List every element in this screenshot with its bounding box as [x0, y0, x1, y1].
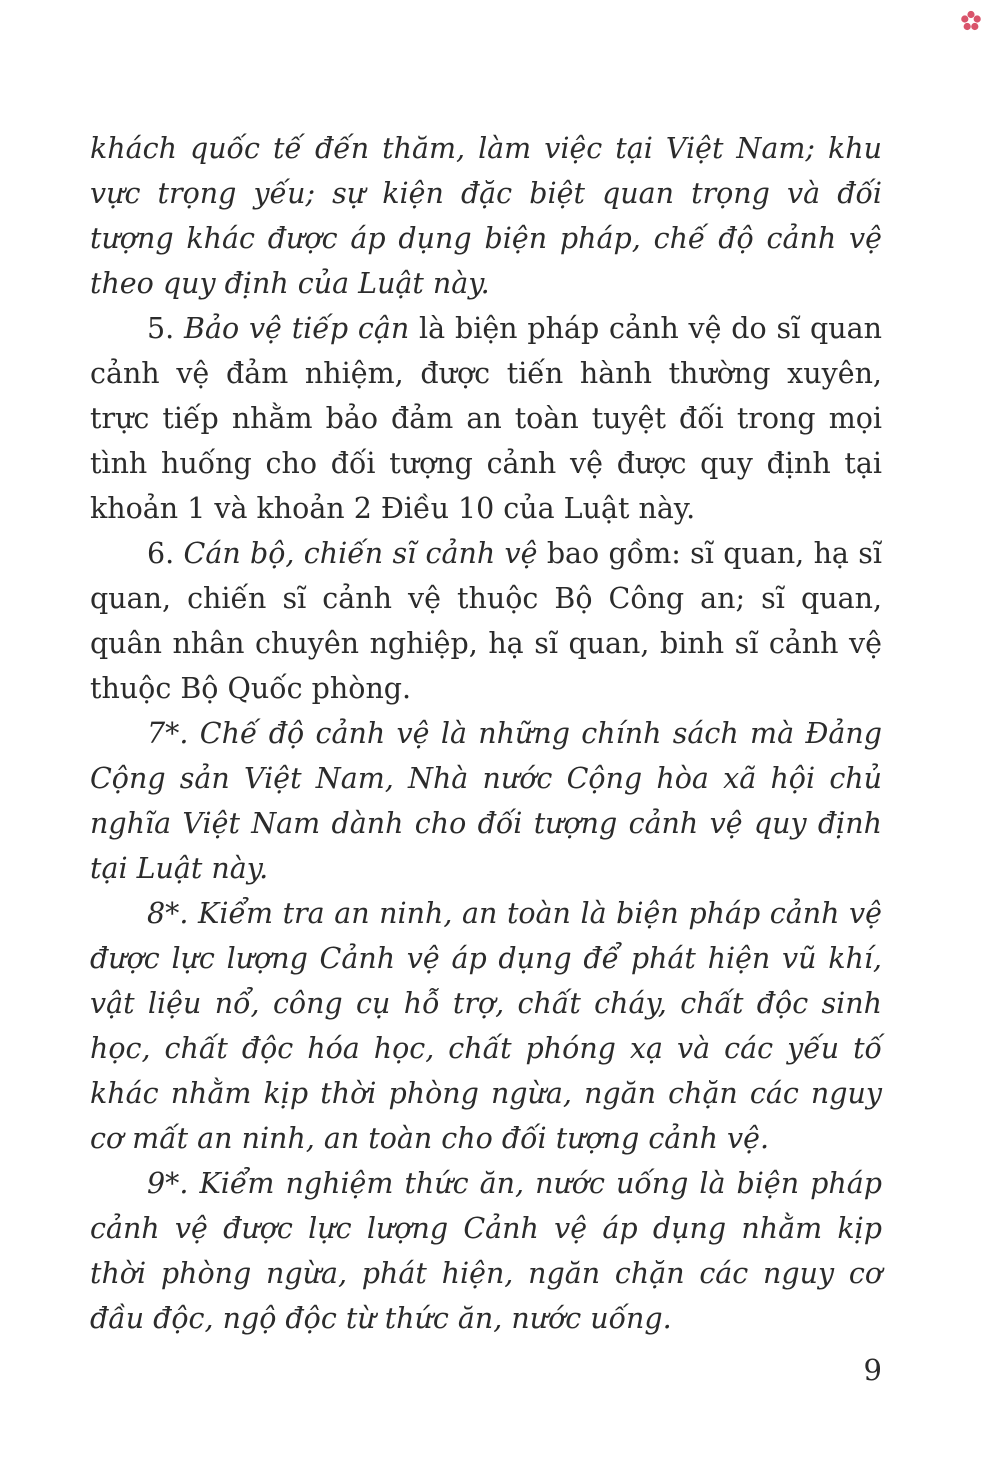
clause-9: 9*. Kiểm nghiệm thức ăn, nước uống là biện pháp cảnh vệ được lực lượng Cảnh vệ áp dụng nhằm kịp thời phòng ngừa, phát hiện, ngăn chặn các nguy cơ đầu độc, ngộ độc từ thức ăn, nước uống. [90, 1167, 882, 1335]
clause-number: 5. [147, 312, 175, 345]
body-text [90, 126, 882, 1341]
clause-text: bao gồm: sĩ quan, hạ sĩ quan, chiến sĩ cảnh vệ thuộc Bộ Công an; sĩ quan, quân nhân chuyên nghiệp, hạ sĩ quan, binh sĩ cảnh vệ thuộc Bộ Quốc phòng. [90, 537, 882, 705]
defined-term: Cán bộ, chiến sĩ cảnh vệ [183, 537, 538, 570]
clause-8: 8*. Kiểm tra an ninh, an toàn là biện pháp cảnh vệ được lực lượng Cảnh vệ áp dụng để phát hiện vũ khí, vật liệu nổ, công cụ hỗ trợ, chất cháy, chất độc sinh học, chất độc hóa học, chất phóng xạ và các yếu tố khác nhằm kịp thời phòng ngừa, ngăn chặn các nguy cơ mất an ninh, an toàn cho đối tượng cảnh vệ. [90, 897, 882, 1155]
clause-6 [90, 531, 882, 711]
continued-paragraph: khách quốc tế đến thăm, làm việc tại Việt Nam; khu vực trọng yếu; sự kiện đặc biệt quan trọng và đối tượng khác được áp dụng biện pháp, chế độ cảnh vệ theo quy định của Luật này. [90, 132, 882, 300]
clause-number: 6. [147, 537, 175, 570]
flower-icon [960, 10, 982, 32]
clause-text: là biện pháp cảnh vệ do sĩ quan cảnh vệ đảm nhiệm, được tiến hành thường xuyên, trực tiếp nhằm bảo đảm an toàn tuyệt đối trong mọi tình huống cho đối tượng cảnh vệ được quy định tại khoản 1 và khoản 2 Điều 10 của Luật này. [90, 312, 883, 525]
defined-term: Bảo vệ tiếp cận [184, 312, 410, 345]
clause-5 [90, 306, 882, 531]
page-number: 9 [863, 1353, 882, 1387]
clause-7: 7*. Chế độ cảnh vệ là những chính sách mà Đảng Cộng sản Việt Nam, Nhà nước Cộng hòa xã hội chủ nghĩa Việt Nam dành cho đối tượng cảnh vệ quy định tại Luật này. [90, 717, 882, 885]
